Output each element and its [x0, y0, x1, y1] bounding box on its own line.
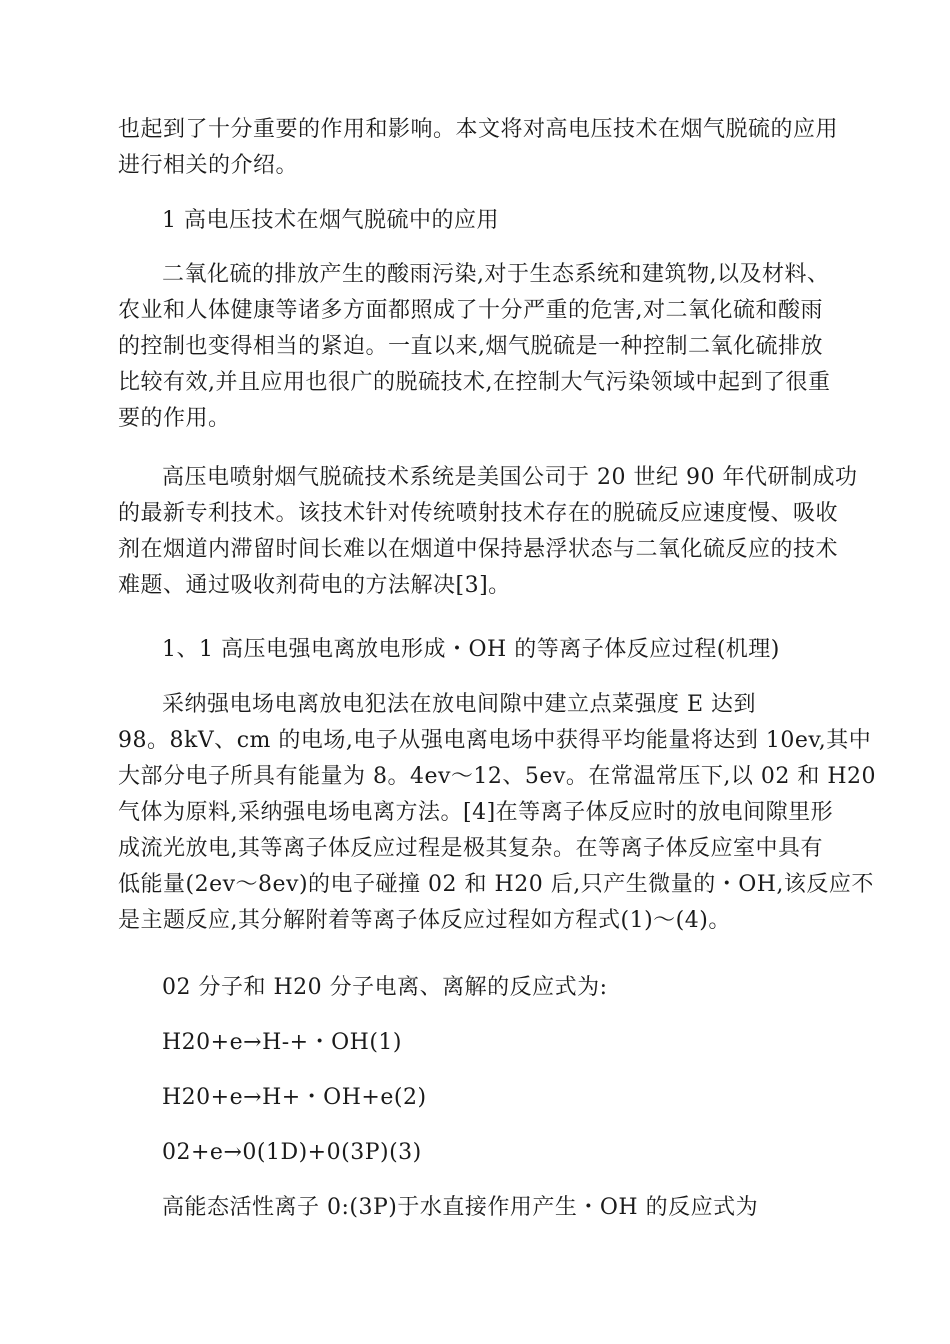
equation-2: [118, 1080, 878, 1116]
text-line: 的控制也变得相当的紧迫。一直以来,烟气脱硫是一种控制二氧化硫排放: [118, 334, 823, 359]
text-line: 也起到了十分重要的作用和影响。本文将对高电压技术在烟气脱硫的应用: [118, 117, 839, 142]
text-line: 02 分子和 H20 分子电离、离解的反应式为:: [162, 975, 608, 1000]
section-heading-1-1: [118, 632, 878, 668]
text-line: 高能态活性离子 0:(3P)于水直接作用产生・OH 的反应式为: [162, 1195, 759, 1220]
text-line: 要的作用。: [118, 406, 231, 431]
text-line: 剂在烟道内滞留时间长难以在烟道中保持悬浮状态与二氧化硫反应的技术: [118, 537, 839, 562]
text-line: 成流光放电,其等离子体反应过程是极其复杂。在等离子体反应室中具有: [118, 836, 823, 861]
text-line: 98。8kV、cm 的电场,电子从强电离电场中获得平均能量将达到 10ev,其中: [118, 728, 872, 753]
heading-text: 1 高电压技术在烟气脱硫中的应用: [162, 208, 499, 233]
text-line: 低能量(2ev～8ev)的电子碰撞 02 和 H20 后,只产生微量的・OH,该反应不: [118, 872, 874, 897]
equation-text: H20+e→H+・OH+e(2): [162, 1085, 427, 1110]
equation-text: 02+e→0(1D)+0(3P)(3): [162, 1140, 422, 1165]
text-line: 二氧化硫的排放产生的酸雨污染,对于生态系统和建筑物,以及材料、: [162, 262, 830, 287]
text-line: 比较有效,并且应用也很广的脱硫技术,在控制大气污染领域中起到了很重: [118, 370, 831, 395]
ionization-intro: [118, 970, 878, 1006]
text-line: 的最新专利技术。该技术针对传统喷射技术存在的脱硫反应速度慢、吸收: [118, 501, 839, 526]
equation-text: H20+e→H-+・OH(1): [162, 1030, 403, 1055]
text-line: 进行相关的介绍。: [118, 153, 299, 178]
hv-technology-paragraph: [118, 460, 858, 604]
so2-paragraph: [118, 257, 834, 437]
equation-3: [118, 1135, 878, 1171]
final-paragraph: [118, 1190, 878, 1226]
mechanism-paragraph: [118, 687, 877, 939]
text-line: 采纳强电场电离放电犯法在放电间隙中建立点菜强度 E 达到: [162, 692, 757, 717]
heading-text: 1、1 高压电强电离放电形成・OH 的等离子体反应过程(机理): [162, 637, 780, 662]
text-line: 农业和人体健康等诸多方面都照成了十分严重的危害,对二氧化硫和酸雨: [118, 298, 823, 323]
text-line: 是主题反应,其分解附着等离子体反应过程如方程式(1)～(4)。: [118, 908, 731, 933]
equation-1: [118, 1025, 878, 1061]
text-line: 气体为原料,采纳强电场电离方法。[4]在等离子体反应时的放电间隙里形: [118, 800, 834, 825]
section-heading-1: [118, 203, 878, 239]
text-line: 大部分电子所具有能量为 8。4ev～12、5ev。在常温常压下,以 02 和 H20: [118, 764, 877, 789]
intro-paragraph-continuation: [118, 112, 839, 184]
text-line: 难题、通过吸收剂荷电的方法解决[3]。: [118, 573, 511, 598]
text-line: 高压电喷射烟气脱硫技术系统是美国公司于 20 世纪 90 年代研制成功: [162, 465, 858, 490]
